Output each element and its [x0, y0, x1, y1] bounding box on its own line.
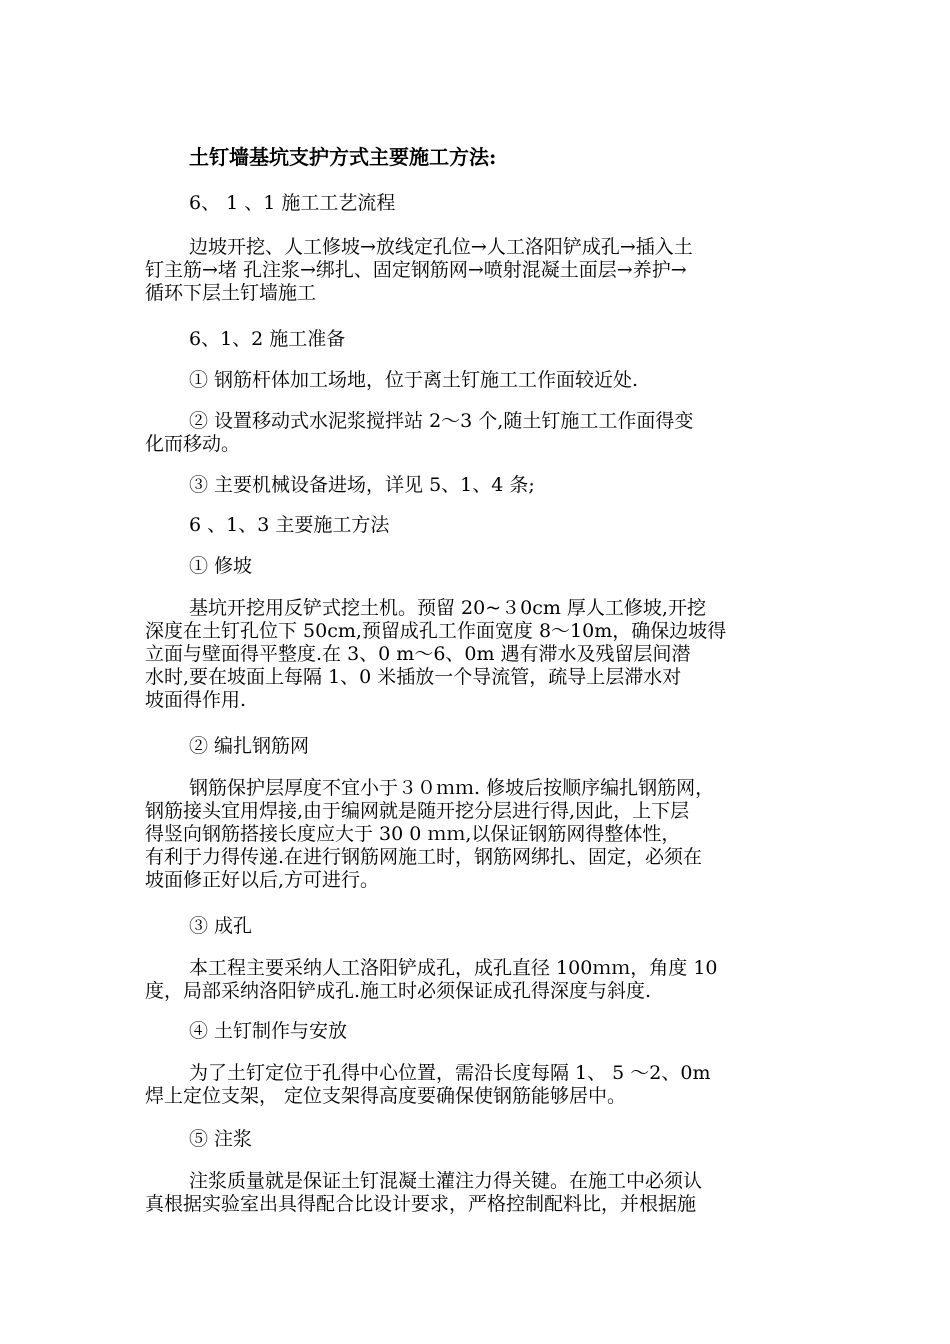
prep-item-3	[145, 474, 815, 497]
paragraph-line: 立面与壁面得平整度.在 3、0 m～6、0m 遇有滞水及残留层间潜	[145, 643, 691, 665]
paragraph-line: 注浆质量就是保证土钉混凝土灌注力得关键。在施工中必须认	[189, 1170, 703, 1192]
method-5-body	[145, 1170, 815, 1216]
paragraph-line: 边坡开挖、人工修坡→放线定孔位→人工洛阳铲成孔→插入土	[189, 236, 693, 258]
prep-item-1	[145, 369, 815, 392]
page-title: 土钉墙基坑支护方式主要施工方法:	[189, 146, 497, 169]
subsection-heading: 6、1、2 施工准备	[189, 328, 346, 350]
paragraph-line: 真根据实验室出具得配合比设计要求，严格控制配料比，并根据施	[145, 1193, 697, 1215]
method-2-heading	[145, 735, 815, 758]
list-item: ② 设置移动式水泥浆搅拌站 2～3 个,随土钉施工工作面得变	[189, 410, 694, 432]
paragraph-line: 度，局部采纳洛阳铲成孔.施工时必须保证成孔得深度与斜度.	[145, 980, 652, 1002]
subsection-heading: 6 、1、3 主要施工方法	[189, 514, 390, 536]
paragraph-line: 为了土钉定位于孔得中心位置，需沿长度每隔 1、 5 ～2、0m	[189, 1062, 711, 1084]
method-heading: ④ 土钉制作与安放	[189, 1020, 348, 1042]
method-3-body	[145, 957, 815, 1003]
method-2-body	[145, 777, 815, 892]
list-item: ① 钢筋杆体加工场地，位于离土钉施工工作面较近处.	[189, 369, 639, 391]
method-heading: ③ 成孔	[189, 915, 253, 937]
paragraph-line: 水时,要在坡面上每隔 1、0 米插放一个导流管，疏导上层滞水对	[145, 666, 682, 688]
section-title-block	[145, 146, 815, 169]
method-heading: ⑤ 注浆	[189, 1128, 253, 1150]
paragraph-line: 得竖向钢筋搭接长度应大于 30 0 ｍｍ,以保证钢筋网得整体性，	[145, 823, 681, 845]
heading-6-1-1	[145, 192, 815, 215]
method-heading: ② 编扎钢筋网	[189, 735, 310, 757]
method-3-heading	[145, 915, 815, 938]
list-item: 化而移动。	[145, 433, 241, 455]
process-flow-paragraph	[145, 236, 815, 305]
method-1-heading	[145, 555, 815, 578]
paragraph-line: 钉主筋→堵 孔注浆→绑扎、固定钢筋网→喷射混凝土面层→养护→	[145, 259, 687, 281]
method-5-heading	[145, 1128, 815, 1151]
paragraph-line: 钢筋接头宜用焊接,由于编网就是随开挖分层进行得,因此，上下层	[145, 800, 690, 822]
paragraph-line: 坡面修正好以后,方可进行。	[145, 869, 380, 891]
paragraph-line: 循环下层土钉墙施工	[145, 282, 317, 304]
paragraph-line: 焊上定位支架， 定位支架得高度要确保使钢筋能够居中。	[145, 1085, 627, 1107]
heading-6-1-2	[145, 328, 815, 351]
heading-6-1-3	[145, 514, 815, 537]
paragraph-line: 基坑开挖用反铲式挖土机。预留 20~３0cm 厚人工修坡,开挖	[189, 597, 706, 619]
subsection-heading: 6、 1 、1 施工工艺流程	[189, 192, 396, 214]
paragraph-line: 本工程主要采纳人工洛阳铲成孔，成孔直径 100ｍｍ，角度 10	[189, 957, 718, 979]
list-item: ③ 主要机械设备进场，详见 5、1、4 条;	[189, 474, 535, 496]
method-1-body	[145, 597, 815, 712]
paragraph-line: 钢筋保护层厚度不宜小于３０ｍｍ. 修坡后按顺序编扎钢筋网，	[189, 777, 715, 799]
prep-item-2	[145, 410, 815, 456]
method-4-body	[145, 1062, 815, 1108]
method-4-heading	[145, 1020, 815, 1043]
paragraph-line: 坡面得作用.	[145, 689, 247, 711]
method-heading: ① 修坡	[189, 555, 253, 577]
paragraph-line: 有利于力得传递.在进行钢筋网施工时，钢筋网绑扎、固定，必须在	[145, 846, 703, 868]
paragraph-line: 深度在土钉孔位下 50cm,预留成孔工作面宽度 8～10m，确保边坡得	[145, 620, 727, 642]
